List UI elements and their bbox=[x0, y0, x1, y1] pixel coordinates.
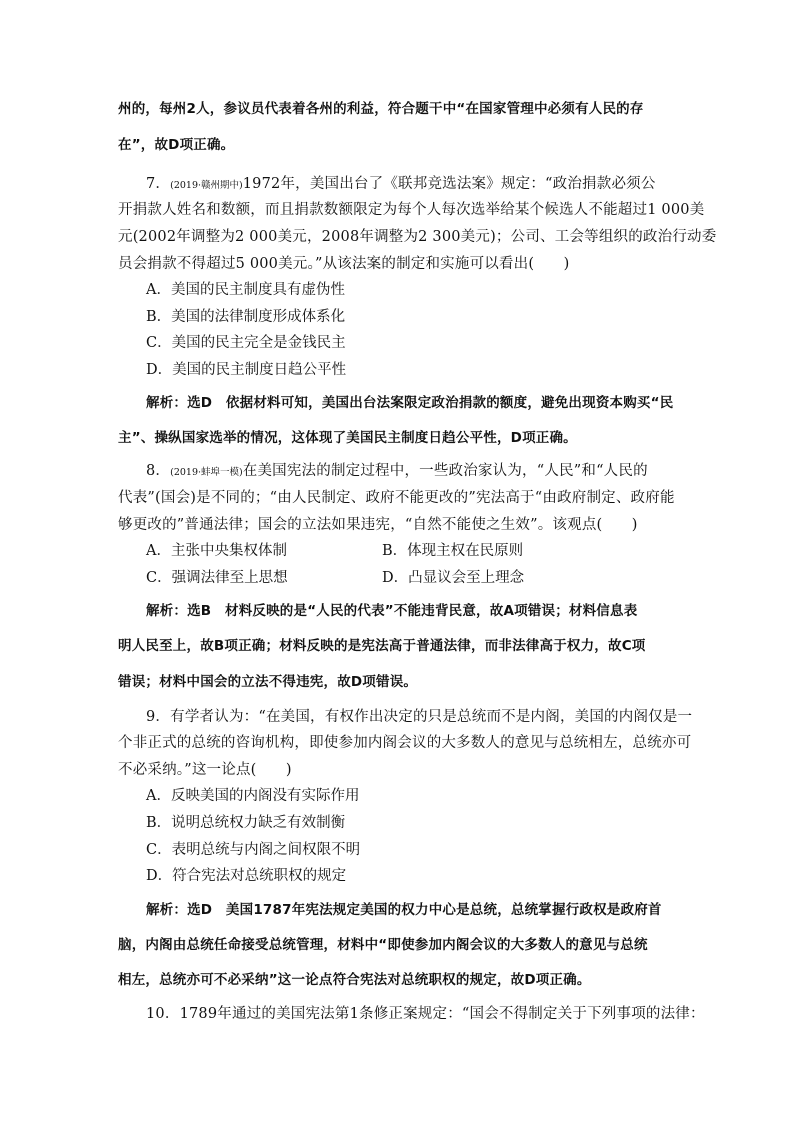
q8-line1 bbox=[146, 461, 678, 483]
q7-line2: 开捐款人姓名和数额，而且捐款数额限定为每个人每次选举给某个候选人不能超过1 000美 bbox=[118, 202, 705, 218]
q8-line2: 代表”(国会)是不同的；“由人民制定、政府不能更改的”宪法高于“由政府制定、政府能 bbox=[118, 490, 675, 506]
q9-explanation-line1 bbox=[146, 900, 678, 920]
q9-number: 9． bbox=[146, 709, 171, 725]
q9-explanation-line2: 脑，内阁由总统任命接受总统管理，材料中“即使参加内阁会议的大多数人的意见与总统 bbox=[118, 937, 648, 953]
q8-source: (2019·蚌埠一模) bbox=[170, 467, 243, 478]
q7-option-b[interactable]: B．美国的法律制度形成体系化 bbox=[146, 309, 346, 325]
q7-explanation-line1 bbox=[146, 393, 678, 413]
q8-explanation-text1: 材料反映的是“人民的代表”不能违背民意，故A项错误；材料信息表 bbox=[211, 603, 638, 619]
q9-option-b[interactable]: B．说明总统权力缺乏有效制衡 bbox=[146, 815, 346, 831]
q7-line4: 员会捐款不得超过5 000美元。”从该法案的制定和实施可以看出( ) bbox=[118, 256, 570, 272]
q7-explanation-tag: 解析：选D bbox=[146, 395, 213, 411]
q8-option-b[interactable]: B．体现主权在民原则 bbox=[382, 543, 524, 559]
q9-explanation-tag: 解析：选D bbox=[146, 902, 213, 918]
q7-option-a[interactable]: A．美国的民主制度具有虚伪性 bbox=[146, 282, 345, 298]
q7-option-d[interactable]: D．美国的民主制度日趋公平性 bbox=[146, 362, 347, 378]
q10-line1 bbox=[146, 1004, 705, 1024]
q8-explanation-line2: 明人民至上，故B项正确；材料反映的是宪法高于普通法律，而非法律高于权力，故C项 bbox=[118, 638, 646, 654]
q9-line2: 个非正式的总统的咨询机构，即使参加内阁会议的大多数人的意见与总统相左，总统亦可 bbox=[118, 735, 692, 751]
q7-line1 bbox=[146, 174, 678, 196]
q8-option-d[interactable]: D．凸显议会至上理念 bbox=[382, 570, 525, 586]
q8-text1: 在美国宪法的制定过程中，一些政治家认为，“人民”和“人民的 bbox=[242, 463, 648, 479]
q8-option-a[interactable]: A．主张中央集权体制 bbox=[146, 543, 287, 559]
q9-option-c[interactable]: C．表明总统与内阁之间权限不明 bbox=[146, 842, 361, 858]
q10-number: 10． bbox=[146, 1006, 180, 1022]
prev-explanation-line2: 在”，故D项正确。 bbox=[118, 137, 235, 153]
q7-number: 7． bbox=[146, 176, 171, 192]
q9-option-d[interactable]: D．符合宪法对总统职权的规定 bbox=[146, 868, 347, 884]
q7-explanation-text1: 依据材料可知，美国出台法案限定政治捐款的额度，避免出现资本购买“民 bbox=[212, 395, 674, 411]
q9-explanation-text1: 美国1787年宪法规定美国的权力中心是总统，总统掌握行政权是政府首 bbox=[212, 902, 662, 918]
q9-explanation-line3: 相左，总统亦可不必采纳”这一论点符合宪法对总统职权的规定，故D项正确。 bbox=[118, 972, 591, 988]
q8-number: 8． bbox=[146, 463, 171, 479]
q8-explanation-tag: 解析：选B bbox=[146, 603, 212, 619]
q7-source: (2019·赣州期中) bbox=[170, 180, 243, 191]
q7-explanation-line2: 主”、操纵国家选举的情况，这体现了美国民主制度日趋公平性，D项正确。 bbox=[118, 430, 577, 446]
q10-text1: 1789年通过的美国宪法第1条修正案规定：“国会不得制定关于下列事项的法律： bbox=[179, 1006, 705, 1022]
q8-option-c[interactable]: C．强调法律至上思想 bbox=[146, 570, 288, 586]
q7-option-c[interactable]: C．美国的民主完全是金钱民主 bbox=[146, 335, 346, 351]
q9-line1 bbox=[146, 707, 693, 727]
q9-text1: 有学者认为：“在美国，有权作出决定的只是总统而不是内阁，美国的内阁仅是一 bbox=[170, 709, 693, 725]
q8-line3: 够更改的”普通法律；国会的立法如果违宪，“自然不能使之生效”。该观点( ) bbox=[118, 517, 638, 533]
prev-explanation-line1: 州的，每州2人，参议员代表着各州的利益，符合题干中“在国家管理中必须有人民的存 bbox=[118, 101, 644, 117]
q9-option-a[interactable]: A．反映美国的内阁没有实际作用 bbox=[146, 788, 360, 804]
q9-line3: 不必采纳。”这一论点( ) bbox=[118, 762, 292, 778]
q7-line3: 元(2002年调整为2 000美元，2008年调整为2 300美元)；公司、工会等组织的政治行动委 bbox=[118, 229, 717, 245]
q7-text1: 1972年，美国出台了《联邦竞选法案》规定：“政治捐款必须公 bbox=[242, 176, 656, 192]
q8-explanation-line1 bbox=[146, 601, 678, 621]
q8-explanation-line3: 错误；材料中国会的立法不得违宪，故D项错误。 bbox=[118, 674, 418, 690]
